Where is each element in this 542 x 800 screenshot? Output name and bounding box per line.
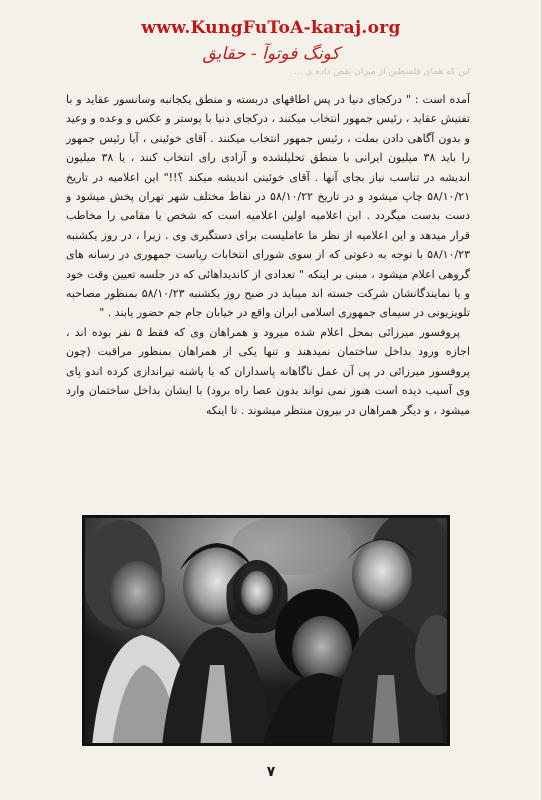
- page-number: ۷: [266, 764, 276, 780]
- bleed-through-text: این که همای فلسطین از میزان نقص داده ی ...: [293, 68, 470, 77]
- site-url-header[interactable]: www.KungFuToA-karaj.org: [141, 18, 401, 38]
- article-paragraph-2: پروفسور میرزائی بمحل اعلام شده میرود و همراهان وی که فقط ۵ نفر بوده اند ، اجازه ورود بداخل ساختمان نمیدهند و تنها یکی از همراهان بمنظور مراقبت (چون پروفسور میرزائی در پی آن عمل ناگاهانه پاسداران که با پاشنه تیراندازی کرده اندو پای وی آسیب دیده است هنوز نمی تواند بدون عصا راه برود) با ایشان بداخل ساختمان وارد میشود ، و دیگر همراهان در بیرون منتظر میشوند . تا اینکه: [66, 325, 470, 417]
- article-body: [66, 90, 470, 420]
- crowd-photo: [82, 515, 450, 746]
- page-subtitle: کونگ فوتوآ - حقایق: [202, 44, 340, 64]
- crowd-photo-image: [82, 515, 450, 746]
- article-paragraph-1: آمده است : " درکجای دنیا در پس اطاقهای دربسته و منطق یکجانبه وسانسور عقاید و با تفتیش عقاید ، رئیس جمهور انتخاب میکنند ، درکجای دنیا با پوستر و عکس و وعده و وعید و بدون آگاهی دادن بملت ، رئیس جمهور انتخاب میکنند . آقای خوئینی ، آیا رئیس جمهور را باید ۳۸ میلیون ایرانی با منطق تحلیلشده و آزادی رای انتخاب کنند ، یا ۳۸ میلیون اندیشه در تناسب نیاز بجای آنها . آقای خوئینی اندیشه میکند ؟!!" این اعلامیه در تاریخ ۵۸/۱۰/۲۱ چاپ میشود و در تاریخ ۵۸/۱۰/۲۲ در نقاط مختلف شهر تهران پخش میشود و دست بدست میگردد . این اعلامیه اولین اعلامیه است که شخص یا مقامی را مخاطب قرار میدهد و این اعلامیه از نظر ما عاملیست برای دستگیری وی . زیرا ، در روز یکشنبه ۵۸/۱۰/۲۳ با توجه به دعوتی که از سوی شورای انتخابات ریاست جمهوری در رسانه های گروهی اعلام میشود ، مبنی بر اینکه " تعدادی از کاندیداهائی که در جلسه تعیین وقت خود و یا نمایندگانشان شرکت جسته اند میباید در صبح روز یکشنبه ۵۸/۱۰/۲۳ بمنظور مصاحبه تلویزیونی در سیمای جمهوری اسلامی ایران واقع در خیابان جام جم حضور یابند . ": [66, 93, 470, 320]
